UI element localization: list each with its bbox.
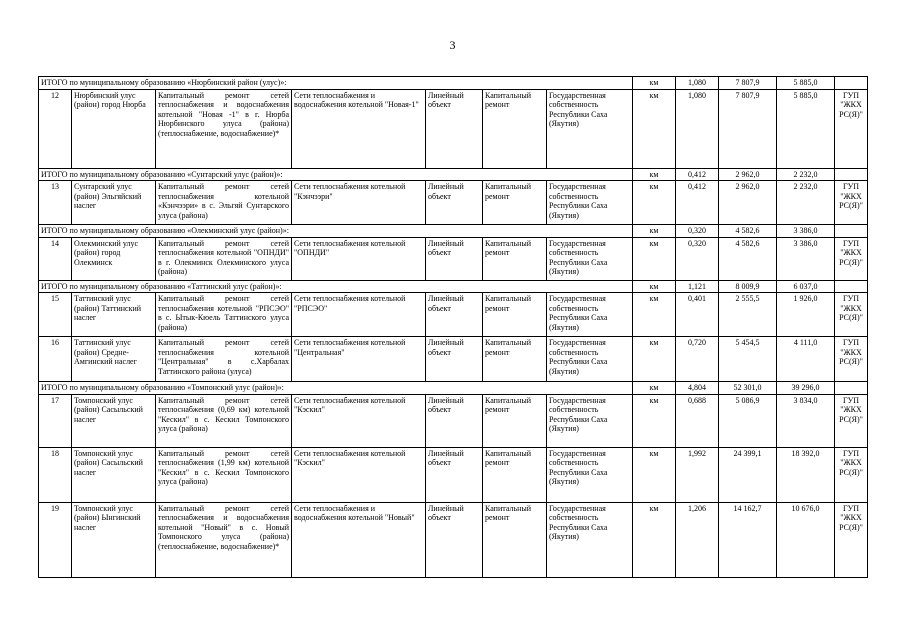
total-label: ИТОГО по муниципальному образованию «Таттинский улус (район)»: (39, 280, 633, 293)
org-cell: ГУП "ЖКХ РС(Я)" (835, 237, 868, 280)
kind-cell: Капитальный ремонт (483, 237, 547, 280)
row-number: 16 (39, 337, 72, 382)
type-cell: Линейный объект (426, 447, 483, 502)
table-row (39, 237, 868, 280)
total-unit: км (633, 168, 676, 181)
funding-cell: 3 386,0 (777, 237, 835, 280)
row-number: 15 (39, 293, 72, 337)
total-cost: 4 582,6 (719, 225, 777, 238)
unit-cell: км (633, 394, 676, 447)
unit-cell: км (633, 502, 676, 577)
total-funding: 3 386,0 (777, 225, 835, 238)
location-cell: Сунтарский улус (район) Эльгяйский наслег (72, 181, 156, 225)
total-unit: км (633, 280, 676, 293)
work-cell: Капитальный ремонт сетей теплоснабжения котельной "РПСЭО" в с. Ытык-Кюель Таттинского улуса (района) (156, 293, 292, 337)
kind-cell: Капитальный ремонт (483, 181, 547, 225)
total-length: 0,320 (676, 225, 719, 238)
repair-program-table (38, 76, 868, 578)
location-cell: Нюрбинский улус (район) город Нюрба (72, 89, 156, 168)
total-cost: 2 962,0 (719, 168, 777, 181)
row-number: 17 (39, 394, 72, 447)
kind-cell: Капитальный ремонт (483, 337, 547, 382)
total-funding: 6 037,0 (777, 280, 835, 293)
total-empty (835, 280, 868, 293)
row-number: 19 (39, 502, 72, 577)
location-cell: Олекминский улус (район) город Олекминск (72, 237, 156, 280)
total-row (39, 77, 868, 90)
total-unit: км (633, 382, 676, 395)
table-row (39, 337, 868, 382)
total-length: 4,804 (676, 382, 719, 395)
location-cell: Таттинский улус (район) Средне-Амгинский наслег (72, 337, 156, 382)
object-cell: Сети теплоснабжения котельной "Кэнчээри" (292, 181, 426, 225)
total-cost: 52 301,0 (719, 382, 777, 395)
total-label: ИТОГО по муниципальному образованию «Сунтарский улус (район)»: (39, 168, 633, 181)
funding-cell: 5 885,0 (777, 89, 835, 168)
unit-cell: км (633, 181, 676, 225)
type-cell: Линейный объект (426, 181, 483, 225)
funding-cell: 2 232,0 (777, 181, 835, 225)
cost-cell: 24 399,1 (719, 447, 777, 502)
total-row (39, 168, 868, 181)
total-row (39, 382, 868, 395)
table-row (39, 89, 868, 168)
type-cell: Линейный объект (426, 394, 483, 447)
cost-cell: 2 962,0 (719, 181, 777, 225)
total-label: ИТОГО по муниципальному образованию «Томпонский улус (район)»: (39, 382, 633, 395)
kind-cell: Капитальный ремонт (483, 89, 547, 168)
object-cell: Сети теплоснабжения котельной "Кэскил" (292, 394, 426, 447)
total-empty (835, 168, 868, 181)
cost-cell: 5 086,9 (719, 394, 777, 447)
unit-cell: км (633, 237, 676, 280)
cost-cell: 7 807,9 (719, 89, 777, 168)
kind-cell: Капитальный ремонт (483, 447, 547, 502)
funding-cell: 18 392,0 (777, 447, 835, 502)
total-length: 1,080 (676, 77, 719, 90)
kind-cell: Капитальный ремонт (483, 502, 547, 577)
total-empty (835, 77, 868, 90)
total-unit: км (633, 225, 676, 238)
total-label: ИТОГО по муниципальному образованию «Олекминский улус (район)»: (39, 225, 633, 238)
length-cell: 1,992 (676, 447, 719, 502)
length-cell: 1,206 (676, 502, 719, 577)
total-label: ИТОГО по муниципальному образованию «Нюрбинский район (улус)»: (39, 77, 633, 90)
work-cell: Капитальный ремонт сетей теплоснабжения котельной "Центральная" в с.Харбалах Таттинского района (улуса) (156, 337, 292, 382)
org-cell: ГУП "ЖКХ РС(Я)" (835, 337, 868, 382)
cost-cell: 4 582,6 (719, 237, 777, 280)
unit-cell: км (633, 89, 676, 168)
owner-cell: Государственная собственность Республики Саха (Якутия) (547, 293, 633, 337)
owner-cell: Государственная собственность Республики Саха (Якутия) (547, 447, 633, 502)
unit-cell: км (633, 337, 676, 382)
length-cell: 0,688 (676, 394, 719, 447)
org-cell: ГУП "ЖКХ РС(Я)" (835, 89, 868, 168)
owner-cell: Государственная собственность Республики Саха (Якутия) (547, 337, 633, 382)
table-row (39, 394, 868, 447)
table-body (39, 77, 868, 578)
total-length: 1,121 (676, 280, 719, 293)
org-cell: ГУП "ЖКХ РС(Я)" (835, 181, 868, 225)
work-cell: Капитальный ремонт сетей теплоснабжения котельной «Кэнчээри» в с. Эльгяй Сунтарского улуса (района) (156, 181, 292, 225)
total-funding: 2 232,0 (777, 168, 835, 181)
work-cell: Капитальный ремонт сетей теплоснабжения (0,69 км) котельной "Кескил" в с. Кескил Томпонского улуса (района) (156, 394, 292, 447)
location-cell: Томпонский улус (район) Ынгинский наслег (72, 502, 156, 577)
object-cell: Сети теплоснабжения и водоснабжения котельной "Новая-1" (292, 89, 426, 168)
location-cell: Томпонский улус (район) Сасыльский наслег (72, 447, 156, 502)
total-empty (835, 382, 868, 395)
owner-cell: Государственная собственность Республики Саха (Якутия) (547, 237, 633, 280)
org-cell: ГУП "ЖКХ РС(Я)" (835, 293, 868, 337)
type-cell: Линейный объект (426, 237, 483, 280)
funding-cell: 1 926,0 (777, 293, 835, 337)
work-cell: Капитальный ремонт сетей теплоснабжения котельной "ОПНДИ" в г. Олекминск Олекминского улуса (района) (156, 237, 292, 280)
owner-cell: Государственная собственность Республики Саха (Якутия) (547, 181, 633, 225)
cost-cell: 14 162,7 (719, 502, 777, 577)
object-cell: Сети теплоснабжения котельной "РПСЭО" (292, 293, 426, 337)
org-cell: ГУП "ЖКХ РС(Я)" (835, 502, 868, 577)
length-cell: 1,080 (676, 89, 719, 168)
total-row (39, 280, 868, 293)
unit-cell: км (633, 447, 676, 502)
length-cell: 0,412 (676, 181, 719, 225)
page-number: 3 (449, 38, 456, 52)
unit-cell: км (633, 293, 676, 337)
object-cell: Сети теплоснабжения котельной "Центральная" (292, 337, 426, 382)
type-cell: Линейный объект (426, 502, 483, 577)
total-cost: 8 009,9 (719, 280, 777, 293)
funding-cell: 10 676,0 (777, 502, 835, 577)
total-unit: км (633, 77, 676, 90)
owner-cell: Государственная собственность Республики Саха (Якутия) (547, 394, 633, 447)
table-row (39, 447, 868, 502)
kind-cell: Капитальный ремонт (483, 293, 547, 337)
owner-cell: Государственная собственность Республики Саха (Якутия) (547, 89, 633, 168)
length-cell: 0,320 (676, 237, 719, 280)
location-cell: Томпонский улус (район) Сасыльский наслег (72, 394, 156, 447)
table-row (39, 181, 868, 225)
total-row (39, 225, 868, 238)
length-cell: 0,401 (676, 293, 719, 337)
work-cell: Капитальный ремонт сетей теплоснабжения (1,99 км) котельной "Кескил" в с. Кескил Томпонского улуса (района) (156, 447, 292, 502)
funding-cell: 3 834,0 (777, 394, 835, 447)
row-number: 13 (39, 181, 72, 225)
row-number: 18 (39, 447, 72, 502)
type-cell: Линейный объект (426, 337, 483, 382)
org-cell: ГУП "ЖКХ РС(Я)" (835, 447, 868, 502)
total-funding: 5 885,0 (777, 77, 835, 90)
org-cell: ГУП "ЖКХ РС(Я)" (835, 394, 868, 447)
total-cost: 7 807,9 (719, 77, 777, 90)
total-funding: 39 296,0 (777, 382, 835, 395)
cost-cell: 5 454,5 (719, 337, 777, 382)
work-cell: Капитальный ремонт сетей теплоснабжения и водоснабжения котельной "Новая -1" в г. Нюрба Нюрбинского улуса (района)(теплоснабжение, водоснабжение)* (156, 89, 292, 168)
owner-cell: Государственная собственность Республики Саха (Якутия) (547, 502, 633, 577)
object-cell: Сети теплоснабжения котельной "ОПНДИ" (292, 237, 426, 280)
table-row (39, 502, 868, 577)
row-number: 14 (39, 237, 72, 280)
work-cell: Капитальный ремонт сетей теплоснабжения и водоснабжения котельной "Новый" в с. Новый Томпонского улуса (района)(теплоснабжение, водоснабжение)* (156, 502, 292, 577)
type-cell: Линейный объект (426, 293, 483, 337)
funding-cell: 4 111,0 (777, 337, 835, 382)
object-cell: Сети теплоснабжения котельной "Кэскил" (292, 447, 426, 502)
kind-cell: Капитальный ремонт (483, 394, 547, 447)
location-cell: Таттинский улус (район) Таттинский наслег (72, 293, 156, 337)
row-number: 12 (39, 89, 72, 168)
length-cell: 0,720 (676, 337, 719, 382)
total-empty (835, 225, 868, 238)
type-cell: Линейный объект (426, 89, 483, 168)
table-row (39, 293, 868, 337)
object-cell: Сети теплоснабжения и водоснабжения котельной "Новый" (292, 502, 426, 577)
cost-cell: 2 555,5 (719, 293, 777, 337)
total-length: 0,412 (676, 168, 719, 181)
